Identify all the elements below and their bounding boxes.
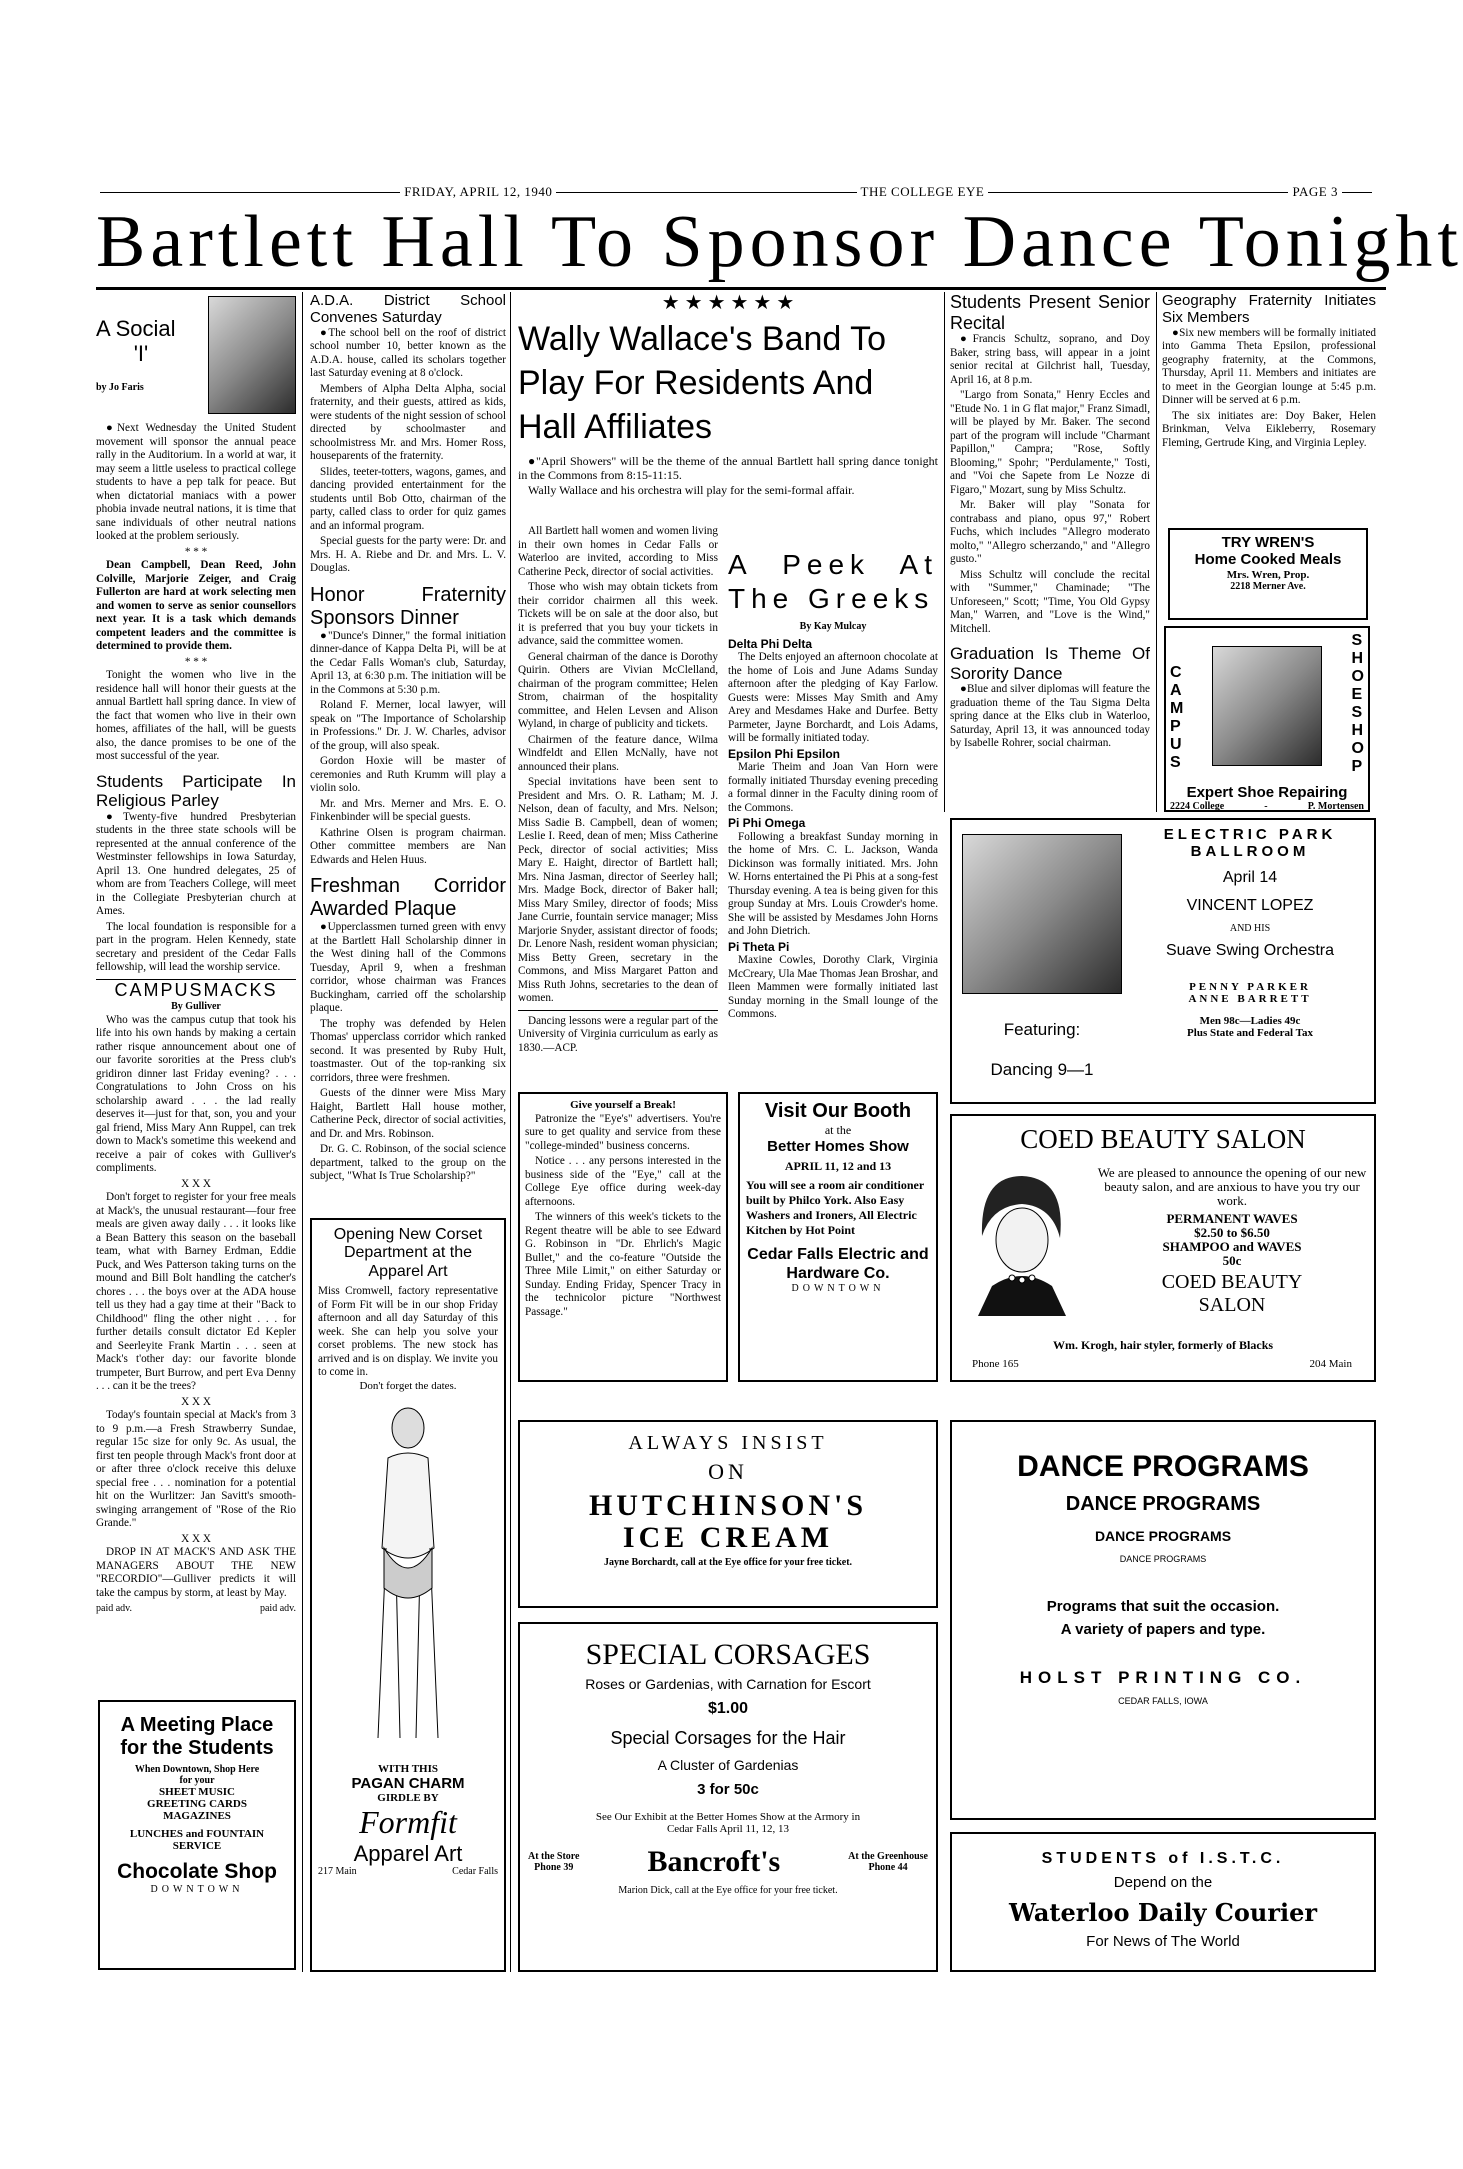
ad-text: At the Greenhouse	[848, 1850, 928, 1862]
section-stars: * * *	[184, 655, 208, 668]
parley-title: Students Participate In Religious Parley	[96, 771, 296, 811]
graduation-title: Graduation Is Theme Of Sorority Dance	[950, 644, 1150, 683]
ad-text: Don't forget the dates.	[359, 1379, 457, 1392]
ad-item: MAGAZINES	[163, 1810, 231, 1822]
ada-paragraph: Slides, teeter-totters, wagons, games, and dancing provided entertainment for the students until Bob Otto, chairman of the party, called class to order for quiz games and an informal program.	[310, 465, 506, 532]
social-subtitle: 'I'	[133, 341, 149, 367]
geography-title: Geography Fraternity Initiates Six Members	[1162, 292, 1376, 327]
wallace-lead: Wally Wallace and his orchestra will play for the semi-formal affair.	[528, 483, 855, 497]
eye-notice-box	[518, 1092, 728, 1382]
folio-rule	[100, 192, 400, 193]
ad-wrens	[1168, 528, 1368, 620]
ad-brand: HUTCHINSON'S	[588, 1489, 868, 1522]
ad-cedar-falls-electric	[738, 1092, 938, 1382]
coed-details	[1092, 1166, 1372, 1316]
woman-portrait-illustration	[962, 1166, 1082, 1316]
corset-figure-illustration	[348, 1398, 468, 1758]
ad-text: Special Corsages for the Hair	[610, 1728, 846, 1749]
parley-paragraph: ● Twenty-five hundred Presbyterian students in the three state schools will be represented at the annual conference of the Westminster fellowships in Iowa Saturday, April 13. One hundred delegates, 25 of whom are from Teachers College, will meet in the Collegiate Presbyterian church at Ames.	[96, 811, 296, 919]
ad-text: ON	[708, 1459, 748, 1484]
ad-text: You will see a room air conditioner built by Philco York. Also Easy Washers and Ironers, All Electric Kitchen by Hot Point	[746, 1178, 924, 1238]
notice-title: Give yourself a Break!	[570, 1099, 676, 1111]
social-paragraph: ● Next Wednesday the United Student movement will sponsor the annual peace rally in the Auditorium. In a world at war, it may seem a little useless to practical college students to have a pep talk for peace. But when dictatorial maniacs with a power phobia invade neutral nations, it is time that sane individuals of other neutral nations looked at the problem seriously.	[96, 422, 296, 544]
wallace-paragraph: Those who wish may obtain tickets from their corridor chairmen all this week. Tickets will be on sale at the door also, but it is preferred that you buy your tickets in advance, said the committee women.	[518, 581, 718, 647]
wallace-lead: ● "April Showers" will be the theme of the annual Bartlett hall spring dance tonight in the Commons from 8:15-11:15.	[518, 455, 938, 482]
column-6	[1162, 292, 1376, 542]
ad-city: Cedar Falls	[452, 1866, 498, 1878]
ad-headline: COED BEAUTY	[1161, 1271, 1303, 1293]
folio-page: PAGE 3	[1292, 184, 1338, 199]
ad-headline: TRY WREN'S	[1221, 534, 1315, 551]
paid-adv-label: paid adv.	[96, 1603, 133, 1615]
ad-headline: Home Cooked Meals	[1194, 551, 1342, 569]
ada-paragraph: Members of Alpha Delta Alpha, social fraternity, and their guests, attired as kids, were students of the night session of school directed by schoolmaster and schoolmistress Mr. and Mrs. Homer Ross, houseparents of the fraternity.	[310, 382, 506, 462]
ad-item: GREETING CARDS	[147, 1798, 247, 1810]
ad-text: Marion Dick, call at the Eye office for your free ticket.	[618, 1884, 838, 1896]
ad-letter: A	[1170, 682, 1182, 699]
ad-campus-shoe-shop	[1164, 626, 1370, 812]
ad-letter: H	[1351, 650, 1364, 667]
corridor-paragraph: Dr. G. C. Robinson, of the social science department, talked to the group on the subject, "What Is True Scholarship?"	[310, 1143, 506, 1182]
ad-phone: Phone 165	[972, 1358, 1019, 1370]
column-5	[950, 292, 1150, 812]
ad-owner: P. Mortensen	[1307, 801, 1364, 813]
greeks-heading: Pi Phi Omega	[728, 816, 806, 830]
recital-title: Students Present Senior Recital	[950, 292, 1150, 333]
greeks-title: A Peek At The Greeks	[728, 549, 938, 614]
band-leader-photo	[962, 834, 1122, 994]
recital-paragraph: Mr. Baker will play "Sonata for contrabass and piano, opus 97," Robert Fuchs, which includes "Allegro moderato molto," "Allegro scherzando," and "Allegro gusto."	[950, 499, 1150, 566]
ad-separator: -	[1264, 801, 1268, 813]
wallace-title: Wally Wallace's Band To Play For Residents And Hall Affiliates	[518, 320, 887, 446]
campusmacks-paragraph: Today's fountain special at Mack's from 3 to 9 p.m.—a Fresh Strawberry Sundae, regular 15c size for only 9c. As usual, the first ten people through Mack's front door at or after three o'clock receive this deluxe special free . . . nomination for a potential hit on the Wurlitzer: Jan Savitt's smooth-swinging arrangement of "Rose of the Rio Grande."	[96, 1409, 296, 1530]
section-separator: X X X	[181, 1395, 211, 1408]
ada-paragraph: ● The school bell on the roof of district school number 10, better known as the A.D.A. house, called its scholars together last Saturday evening at 8 o'clock.	[310, 327, 506, 381]
ad-phone: Phone 44	[868, 1861, 908, 1873]
ad-singer: ANNE BARRETT	[1188, 992, 1312, 1005]
section-separator: X X X	[181, 1532, 211, 1545]
ad-price: 50c	[1222, 1253, 1242, 1268]
ad-band: VINCENT LOPEZ	[1186, 896, 1314, 914]
story-stars: ★ ★ ★ ★ ★ ★	[661, 292, 795, 314]
notice-paragraph: The winners of this week's tickets to the Regent theatre will be able to see Edward G. Robinson in "Dr. Ehrlich's Magic Bullet," and the co-feature "Outside the Three Mile Limit," on either Saturday or Sunday. Ending Friday, Spencer Tracy in the technicolor picture "Northwest Passage."	[525, 1211, 721, 1318]
wallace-paragraph: Special invitations have been sent to President and Mrs. O. R. Latham; M. J. Nelson, dean of faculty, and Mrs. Nelson; Miss Sadie B. Campbell, dean of women; Leslie I. Reed, dean of men; Miss Catherine Peck, director of social activities; Miss Mary E. Haight, director of Bartlett hall; Mrs. Nina Jasman, director of Seerley hall; Mrs. Madge Bock, director of Baker hall; Miss Mary Smiley, director of foods; Miss Jane Currie, fountain service manager; Miss Marjorie Snyder, assistant director of foods; Dr. Lenore Nash, resident woman physician; Miss Betty Green, secretary in the Commons, and Miss Margaret Patton and Miss Ruth Johns, secretaries to the dean of women.	[518, 776, 718, 1004]
graduation-paragraph: ● Blue and silver diplomas will feature the graduation theme of the Tau Sigma Delta spring dance at the Elks club in Waterloo, Saturday, April 13, it was announced today by Isabelle Rohrer, social chairman.	[950, 683, 1150, 751]
ad-text: Programs that suit the occasion.	[1046, 1597, 1280, 1615]
ad-address: 204 Main	[1309, 1358, 1352, 1370]
ad-coed-beauty-salon	[950, 1114, 1376, 1382]
ad-text: Plus State and Federal Tax	[1187, 1026, 1313, 1039]
ad-vertical-word	[1351, 632, 1364, 775]
ad-hutchinsons-ice-cream	[518, 1420, 938, 1608]
honor-paragraph: Roland F. Merner, local lawyer, will speak on "The Importance of Scholarship in Professions." Dr. J. W. Charles, advisor of the group, will also speak.	[310, 699, 506, 752]
honor-paragraph: Mr. and Mrs. Merner and Mrs. E. O. Finkenbinder will be special guests.	[310, 797, 506, 823]
campusmacks-paragraph: DROP IN AT MACK'S AND ASK THE MANAGERS ABOUT THE NEW "RECORDIO"—Gulliver predicts it will take the campus by storm, at least by May.	[96, 1546, 296, 1599]
ad-band: Suave Swing Orchestra	[1165, 942, 1335, 960]
folio-rule	[1342, 192, 1372, 193]
ad-headline: DANCE PROGRAMS	[1065, 1492, 1261, 1515]
ad-letter: S	[1351, 632, 1363, 649]
social-paragraph: Tonight the women who live in the residence hall will honor their guests at the annual Bartlett hall spring dance. In view of the fact that women who live in their own homes, affiliates of the hall, will be guests also, the dance promises to be one of the most successful of the year.	[96, 669, 296, 762]
ad-letter: S	[1170, 754, 1181, 771]
ad-text: DOWNTOWN	[150, 1884, 244, 1896]
ad-price: Men 98c—Ladies 49c	[1199, 1014, 1301, 1027]
ad-logo: Waterloo Daily Courier	[1008, 1897, 1318, 1927]
banner-headline: Bartlett Hall To Sponsor Dance Tonight	[96, 201, 1463, 283]
filler-paragraph: Dancing lessons were a regular part of the University of Virginia curriculum as early as 1830.—ACP.	[518, 1014, 718, 1054]
ad-price: 3 for 50c	[697, 1781, 759, 1799]
ad-headline: DANCE PROGRAMS	[1094, 1527, 1232, 1544]
ad-letter: S	[1351, 704, 1363, 721]
ad-text: for your	[179, 1775, 215, 1786]
ad-text: For News of The World	[1086, 1932, 1240, 1950]
ad-headline: A Meeting Place	[120, 1714, 274, 1736]
greeks-paragraph: The Delts enjoyed an afternoon chocolate at the home of Lois and June Adams Sunday afternoon after the pledging of Kay Farlow. Guests were: Misses May Smith and Amy Arey and Mesdames Hake and Durfee. Betty Parmeter, Jayne Borchardt, and Lois Adams, will be formally initiated today.	[728, 651, 938, 744]
social-title: A Social	[96, 316, 176, 341]
ad-headline: SALON	[1198, 1294, 1266, 1316]
ad-text: DOWNTOWN	[791, 1283, 885, 1295]
ad-headline: Better Homes Show	[767, 1138, 909, 1155]
ad-headline: Visit Our Booth	[764, 1100, 912, 1122]
ad-text: at the	[824, 1123, 852, 1137]
ad-letter: M	[1170, 700, 1184, 717]
ad-address: 217 Main	[318, 1866, 357, 1878]
ad-text: CEDAR FALLS, IOWA	[1118, 1695, 1208, 1706]
ad-text: We are pleased to announce the opening of our new beauty salon, and are anxious to have you try our work.	[1097, 1165, 1367, 1208]
ad-letter: E	[1351, 686, 1363, 703]
column-2	[310, 292, 506, 1212]
ad-headline: Expert Shoe Repairing	[1186, 784, 1348, 801]
ad-text: Mrs. Wren, Prop.	[1226, 568, 1310, 581]
folio-rule	[988, 192, 1288, 193]
paid-adv-label: paid adv.	[259, 1603, 296, 1615]
ad-singer: PENNY PARKER	[1189, 980, 1311, 993]
ad-vertical-word	[1170, 632, 1183, 772]
section-separator: X X X	[181, 1177, 211, 1190]
ad-headline: COED BEAUTY SALON	[1020, 1124, 1306, 1154]
ad-text: Depend on the	[1113, 1874, 1213, 1892]
ad-headline: DANCE PROGRAMS	[1017, 1450, 1309, 1483]
ad-text: APRIL 11, 12 and 13	[784, 1159, 892, 1174]
notice-paragraph: Notice . . . any persons interested in the business side of the "Eye," call at the College Eye office during week-day afternoons.	[525, 1155, 721, 1208]
greeks-heading: Pi Theta Pi	[728, 939, 790, 954]
ad-phone: Phone 39	[534, 1861, 574, 1873]
honor-paragraph: Gordon Hoxie will be master of ceremonies and Ruth Krumm will play a violin solo.	[310, 755, 506, 794]
ad-text: ALWAYS INSIST	[628, 1432, 828, 1454]
ad-text: Featuring:	[1003, 1020, 1081, 1039]
ad-headline: for the Students	[120, 1737, 274, 1759]
ad-store-name: Chocolate Shop	[117, 1860, 277, 1883]
ad-holst-printing	[950, 1420, 1376, 1820]
ad-text: Wm. Krogh, hair styler, formerly of Blacks	[1052, 1338, 1274, 1352]
ad-apparel-art	[310, 1218, 506, 1972]
folio-paper: THE COLLEGE EYE	[860, 184, 985, 199]
ad-headline: ELECTRIC PARK	[1163, 826, 1337, 843]
recital-paragraph: Miss Schultz will conclude the recital with "Summer," Chaminade; "The Unforeseen," Scott; "Time, You Old Gypsy Man," Warren, and "Love is the Wind," Mitchell.	[950, 568, 1150, 635]
campusmacks-paragraph: Don't forget to register for your free meals at Mack's, the unusual restaurant—four free meals are given away daily . . . it looks like a Bean Battery this season on the baseball team, what with Barney Erdman, Eddie Puck, and Wes Patterson taking turns on the mound and Bill Bolt handling the catcher's chores . . . the boys over at the ADA house tell us they had a gay time at their "Back to Childhood" fling the other night . . . for further details consult dictator Ed Kepler and Seerleyite Frank Martin . . . seen at Mack's t'other day: our favorite blonde trumpeter, Burt Burrow, and pert Eva Denny . . . can it be the trees?	[96, 1191, 296, 1393]
ad-address: 2224 College	[1170, 801, 1225, 813]
recital-paragraph: "Largo from Sonata," Henry Eccles and "Etude No. 1 in G flat major," Franz Simadl, will be played by Mr. Baker. The second part of the program will include "Charmant Papillon," Campra; "Rose, Softly Blooming," Spohr; "Perdulamente," Tosti, and "Voi che Sapete from Le Nozze di Figaro," Mozart, sung by Miss Schultz.	[950, 389, 1150, 496]
columnist-photo	[208, 296, 296, 414]
ad-headline: BALLROOM	[1190, 843, 1310, 861]
corridor-paragraph: The trophy was defended by Helen Thomas' upperclass corridor which ranked second. It was presented by Ruby Hult, toastmaster. Out of the top-ranking six corridors, three were freshmen.	[310, 1017, 506, 1084]
ad-headline: DANCE PROGRAMS	[1119, 1553, 1207, 1564]
ad-text: WITH THIS	[377, 1762, 439, 1775]
ad-bancrofts-corsages	[518, 1622, 938, 1972]
honor-paragraph: ● "Dunce's Dinner," the formal initiation dinner-dance of Kappa Delta Pi, will be at the Cedar Falls Woman's club, Saturday, April 13, at 6:30 p.m. The initiation will be in the Commons at 5:30 p.m.	[310, 630, 506, 698]
ad-headline: STUDENTS of I.S.T.C.	[1041, 1850, 1285, 1867]
ad-price: $2.50 to $6.50	[1194, 1225, 1270, 1240]
ad-text: Dancing 9—1	[990, 1060, 1094, 1079]
greeks-paragraph: Following a breakfast Sunday morning in the home of Mrs. C. L. Jackson, Wanda Dickinson was formally initiated. Mrs. John W. Horns entertained the Pi Phis at a song-fest Thursday evening. A tea is being given for this group Sunday at Mrs. Louis Crowder's home. She will be assisted by Mesdames John Horns and John Dietrich.	[728, 830, 938, 937]
ad-logo: Formfit	[359, 1803, 457, 1840]
ad-electric-park-ballroom	[950, 818, 1376, 1104]
folio-date: FRIDAY, APRIL 12, 1940	[404, 184, 553, 199]
ad-text: Miss Cromwell, factory representative of Form Fit will be in our shop Friday afternoon and all day Saturday of this week. She can help you solve your corset problems. The new stock has arrived and is on display. We invite you to come in.	[318, 1285, 498, 1379]
ad-text: Roses or Gardenias, with Carnation for Escort	[585, 1676, 871, 1692]
ad-text: A variety of papers and type.	[1060, 1621, 1266, 1639]
greeks-paragraph: Maxine Cowles, Dorothy Clark, Virginia McCreary, Ula Mae Thomas Jean Broshar, and Ileen Mammen were formally initiated last Sunday morning in the Small lounge of the Commons.	[728, 954, 938, 1020]
notice-paragraph: Patronize the "Eye's" advertisers. You're sure to get quality and service from these "college-minded" business concerns.	[525, 1112, 721, 1152]
ad-text: SERVICE	[172, 1840, 222, 1852]
folio-line	[96, 182, 1376, 202]
ad-store-name: Apparel Art	[353, 1840, 463, 1866]
ad-text: When Downtown, Shop Here	[134, 1764, 260, 1775]
ad-letter: P	[1351, 758, 1363, 775]
campusmacks-title: CAMPUSMACKS	[114, 979, 278, 1000]
wallace-body	[518, 525, 718, 1085]
ad-letter: H	[1351, 722, 1364, 739]
shoe-shop-portrait	[1212, 646, 1322, 766]
ad-chocolate-shop	[98, 1700, 296, 1970]
ad-text: A Cluster of Gardenias	[657, 1757, 799, 1774]
corridor-title: Freshman Corridor Awarded Plaque	[310, 875, 506, 920]
ad-text: See Our Exhibit at the Better Homes Show at the Armory in Cedar Falls April 11, 12, 13	[595, 1810, 861, 1835]
ad-text: AND HIS	[1229, 923, 1271, 935]
parley-paragraph: The local foundation is responsible for a part in the program. Helen Kennedy, state secretary and president of the Cedar Falls fellowship, will lead the worship service.	[96, 920, 296, 974]
ad-text: 2218 Merner Ave.	[1230, 580, 1306, 592]
wallace-paragraph: All Bartlett hall women and women living in their own homes in Cedar Falls or Waterloo are invited, according to Miss Catherine Peck, director of social activities.	[518, 525, 718, 578]
ad-price: $1.00	[707, 1700, 749, 1718]
ad-letter: O	[1351, 740, 1364, 757]
campusmacks-paragraph: Who was the campus cutup that took his life into his own hands by making a certain rather risque announcement about one of our favorite sororities at the Press club's gridiron dinner last Friday evening? . . . Congratulations to John Cross on his scholarship award . . . the lad really deserves it—just for that, son, you and your gal friend, Miss Mary Ann Ruppel, can trek down to Mack's sometime this weekend and receive a pair of cokes with Gulliver's compliments.	[96, 1013, 296, 1175]
recital-paragraph: ● Francis Schultz, soprano, and Doy Baker, string bass, will appear in a joint senior recital at Gilchrist hall, Tuesday, April 16, at 8 p.m.	[950, 333, 1150, 387]
greeks-heading: Delta Phi Delta	[728, 636, 813, 651]
section-stars: * * *	[184, 545, 208, 558]
folio-rule	[556, 192, 856, 193]
ad-store-name: Bancroft's	[647, 1844, 781, 1878]
corridor-paragraph: Guests of the dinner were Miss Mary Haight, Bartlett Hall house mother, Catherine Peck, director of social activities, and Dr. and Mrs. Robinson.	[310, 1087, 506, 1140]
ad-brand: PAGAN CHARM	[351, 1774, 465, 1792]
social-byline: by Jo Faris	[96, 381, 144, 393]
ad-date: April 14	[1222, 868, 1278, 886]
ad-text: LUNCHES and FOUNTAIN	[129, 1828, 265, 1840]
corridor-paragraph: ● Upperclassmen turned green with envy at the Bartlett Hall Scholarship dinner in the West dining hall of the Commons Tuesday, April 9, when a freshman corridor, whose chairman was Frances Buckingham, carried off the scholarship plaque.	[310, 921, 506, 1016]
ad-text: GIRDLE BY	[377, 1791, 439, 1804]
ballroom-details	[1127, 826, 1373, 1039]
ad-text: SHAMPOO and WAVES	[1162, 1239, 1302, 1254]
ad-text: Jayne Borchardt, call at the Eye office for your free ticket.	[603, 1557, 853, 1568]
column-1	[96, 292, 297, 1615]
wallace-paragraph: Chairmen of the feature dance, Wilma Windfeldt and Ellen McNally, have not announced their plans.	[518, 733, 718, 773]
ad-item: SHEET MUSIC	[159, 1786, 235, 1798]
greeks-heading: Epsilon Phi Epsilon	[728, 746, 841, 761]
ad-store-name: HOLST PRINTING CO.	[1019, 1668, 1307, 1688]
ad-headline: SPECIAL CORSAGES	[585, 1638, 871, 1671]
ada-title: A.D.A. District School Convenes Saturday	[310, 292, 506, 327]
honor-paragraph: Kathrine Olsen is program chairman. Other committee members are Nan Edwards and Helen Huus.	[310, 826, 506, 866]
ad-letter: U	[1170, 736, 1182, 753]
ad-brand: ICE CREAM	[622, 1521, 834, 1554]
ad-letter: C	[1170, 664, 1182, 681]
geography-paragraph: The six initiates are: Doy Baker, Helen Brinkman, Velva Eikleberry, Rosemary Fleming, Gertrude King, and Virginia Lepley.	[1162, 409, 1376, 449]
campusmacks-byline: By Gulliver	[171, 1001, 221, 1013]
ad-letter: P	[1170, 718, 1181, 735]
ada-paragraph: Special guests for the party were: Dr. and Mrs. H. A. Riebe and Dr. and Mrs. L. V. Douglas.	[310, 535, 506, 574]
ad-headline: Opening New Corset Department at the Apparel Art	[333, 1226, 483, 1280]
greeks-byline: By Kay Mulcay	[799, 621, 867, 632]
ad-letter: O	[1351, 668, 1364, 685]
ad-text: At the Store	[528, 1850, 580, 1862]
honor-title: Honor Fraternity Sponsors Dinner	[310, 583, 506, 629]
greeks-paragraph: Marie Theim and Joan Van Horn were formally initiated Thursday evening preceding a formal dinner in the Faculty dining room of the Commons.	[728, 761, 938, 814]
geography-paragraph: ● Six new members will be formally initiated into Gamma Theta Epsilon, professional geography fraternity, at the Commons, Thursday, April 11. Members and initiates are to meet in the Georgian lounge at 5:45 p.m. Dinner will be served at 6 p.m.	[1162, 327, 1376, 408]
wallace-paragraph: General chairman of the dance is Dorothy Quirin. Others are Vivian McClelland, chairman of the program committee; Helen Strom, chairman of the hospitality committee, and Helen Levsen and Alison Wyland, in charge of publicity and tickets.	[518, 650, 718, 730]
greeks-column	[728, 548, 938, 1088]
ad-store-name: Cedar Falls Electric and Hardware Co.	[747, 1246, 929, 1282]
ad-waterloo-courier	[950, 1832, 1376, 1972]
social-paragraph: Dean Campbell, Dean Reed, John Colville, Marjorie Zeiger, and Craig Fullerton are hard at work selecting men and women to serve as senior counsellors next year. It is a task which demands competent leaders and the committee is determined to provide them.	[96, 559, 296, 652]
ad-text: PERMANENT WAVES	[1166, 1211, 1298, 1226]
